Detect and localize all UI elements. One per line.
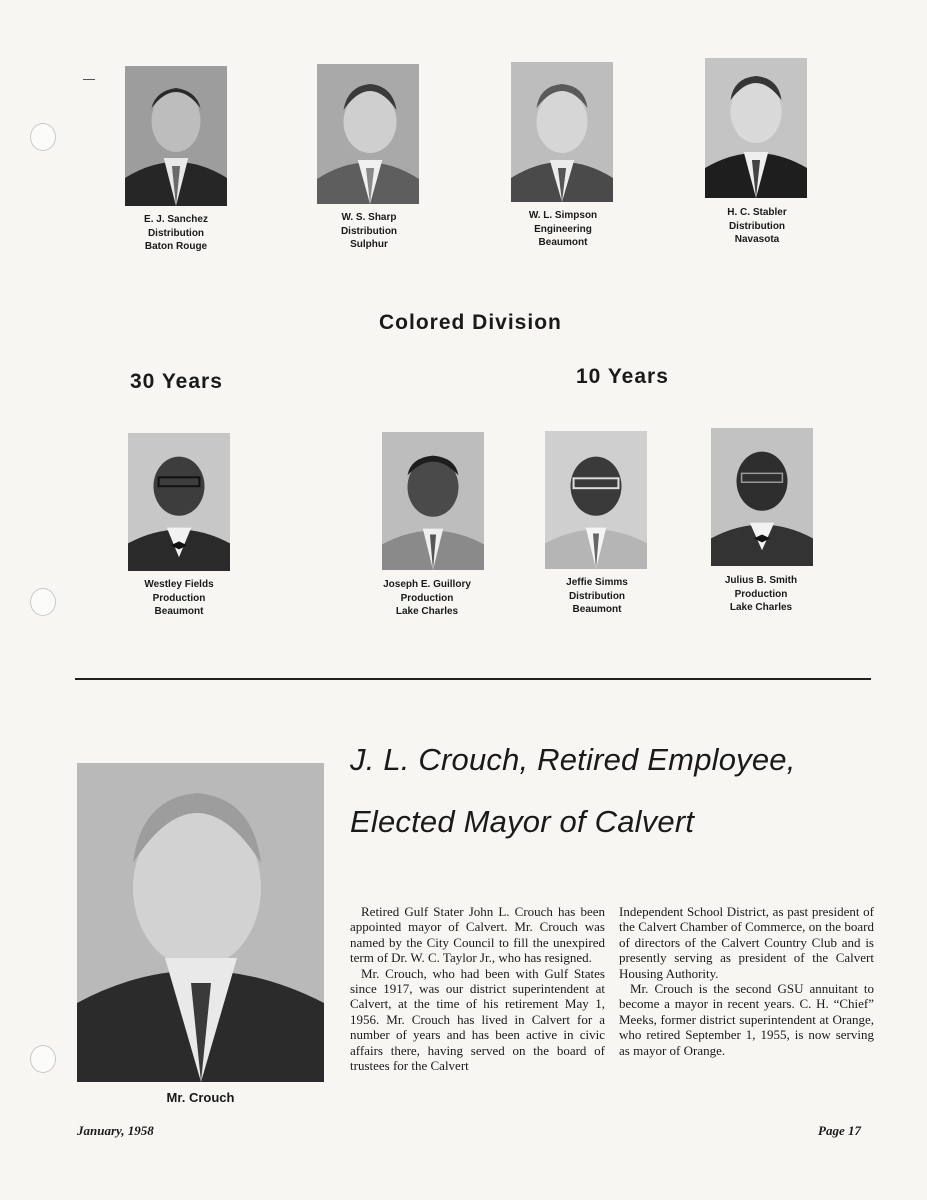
staff-department: Distribution bbox=[728, 220, 786, 232]
photo-caption: Mr. Crouch bbox=[166, 1090, 235, 1105]
staff-name: Westley Fields bbox=[144, 579, 214, 590]
staff-caption-sanchez bbox=[101, 213, 251, 254]
article-paragraph: Mr. Crouch, who had been with Gulf States since 1917, was our district superintendent at Calvert, at the time of his retirement May 1, 1956. Mr. Crouch has lived in Calvert for a number of years and has been active in civic affairs there, having served on the board of trustees for the Calvert bbox=[350, 965, 605, 1074]
footer-page-number: Page 17 bbox=[818, 1123, 861, 1138]
article-title-line1: J. L. Crouch, Retired Employee, bbox=[350, 742, 796, 777]
staff-department: Production bbox=[734, 588, 788, 600]
staff-department: Production bbox=[152, 592, 206, 604]
portrait-simms bbox=[545, 431, 647, 569]
staff-name: W. S. Sharp bbox=[341, 212, 397, 223]
staff-location: Beaumont bbox=[538, 237, 588, 248]
staff-location: Lake Charles bbox=[395, 606, 459, 617]
staff-department: Production bbox=[400, 592, 454, 604]
margin-mark bbox=[83, 79, 95, 80]
section-divider bbox=[75, 678, 871, 680]
article-paragraph: Mr. Crouch is the second GSU annuitant to become a mayor in recent years. C. H. “Chief” Meeks, former district superintendent at Orange, who retired September 1, 1955, is now serving as mayor of Orange. bbox=[619, 981, 874, 1058]
portrait-smith bbox=[711, 428, 813, 566]
staff-department: Distribution bbox=[147, 227, 205, 239]
binder-hole-middle bbox=[30, 588, 56, 616]
staff-caption-simms bbox=[522, 576, 672, 617]
division-heading: Colored Division bbox=[379, 311, 562, 334]
staff-location: Lake Charles bbox=[729, 602, 793, 613]
footer-date: January, 1958 bbox=[77, 1123, 154, 1138]
article-column-1 bbox=[350, 904, 605, 1073]
staff-caption-smith bbox=[686, 574, 836, 615]
portrait-simpson bbox=[511, 62, 613, 202]
staff-name: Joseph E. Guillory bbox=[383, 579, 471, 590]
staff-name: H. C. Stabler bbox=[727, 207, 787, 218]
portrait-sharp bbox=[317, 64, 419, 204]
staff-department: Distribution bbox=[340, 225, 398, 237]
staff-caption-simpson bbox=[488, 209, 638, 250]
binder-hole-top bbox=[30, 123, 56, 151]
staff-name: Julius B. Smith bbox=[724, 575, 798, 586]
portrait-sanchez bbox=[125, 66, 227, 206]
portrait-crouch bbox=[77, 763, 324, 1082]
article-paragraph: Independent School District, as past president of the Calvert Chamber of Commerce, on the board of directors of the Calvert Country Club and is presently serving as president of the Calvert Housing Authority. bbox=[619, 904, 874, 981]
staff-location: Beaumont bbox=[154, 606, 204, 617]
staff-location: Beaumont bbox=[572, 604, 622, 615]
staff-caption-fields bbox=[104, 578, 254, 619]
staff-name: Jeffie Simms bbox=[566, 577, 628, 588]
staff-caption-guillory bbox=[352, 578, 502, 619]
ten-years-heading: 10 Years bbox=[576, 365, 669, 388]
staff-location: Baton Rouge bbox=[144, 241, 208, 252]
portrait-stabler bbox=[705, 58, 807, 198]
article-title-line2: Elected Mayor of Calvert bbox=[350, 804, 695, 839]
staff-location: Navasota bbox=[734, 234, 780, 245]
binder-hole-bottom bbox=[30, 1045, 56, 1073]
staff-name: E. J. Sanchez bbox=[144, 214, 208, 225]
staff-name: W. L. Simpson bbox=[528, 210, 598, 221]
staff-caption-sharp bbox=[294, 211, 444, 252]
staff-department: Engineering bbox=[534, 223, 592, 235]
staff-department: Distribution bbox=[568, 590, 626, 602]
thirty-years-heading: 30 Years bbox=[130, 370, 223, 393]
portrait-fields bbox=[128, 433, 230, 571]
article-paragraph: Retired Gulf Stater John L. Crouch has been appointed mayor of Calvert. Mr. Crouch was named by the City Council to fill the unexpired term of Dr. W. C. Taylor Jr., who has resigned. bbox=[350, 904, 605, 966]
portrait-guillory bbox=[382, 432, 484, 570]
staff-location: Sulphur bbox=[350, 239, 388, 250]
staff-caption-stabler bbox=[682, 206, 832, 247]
article-column-2 bbox=[619, 904, 874, 1058]
